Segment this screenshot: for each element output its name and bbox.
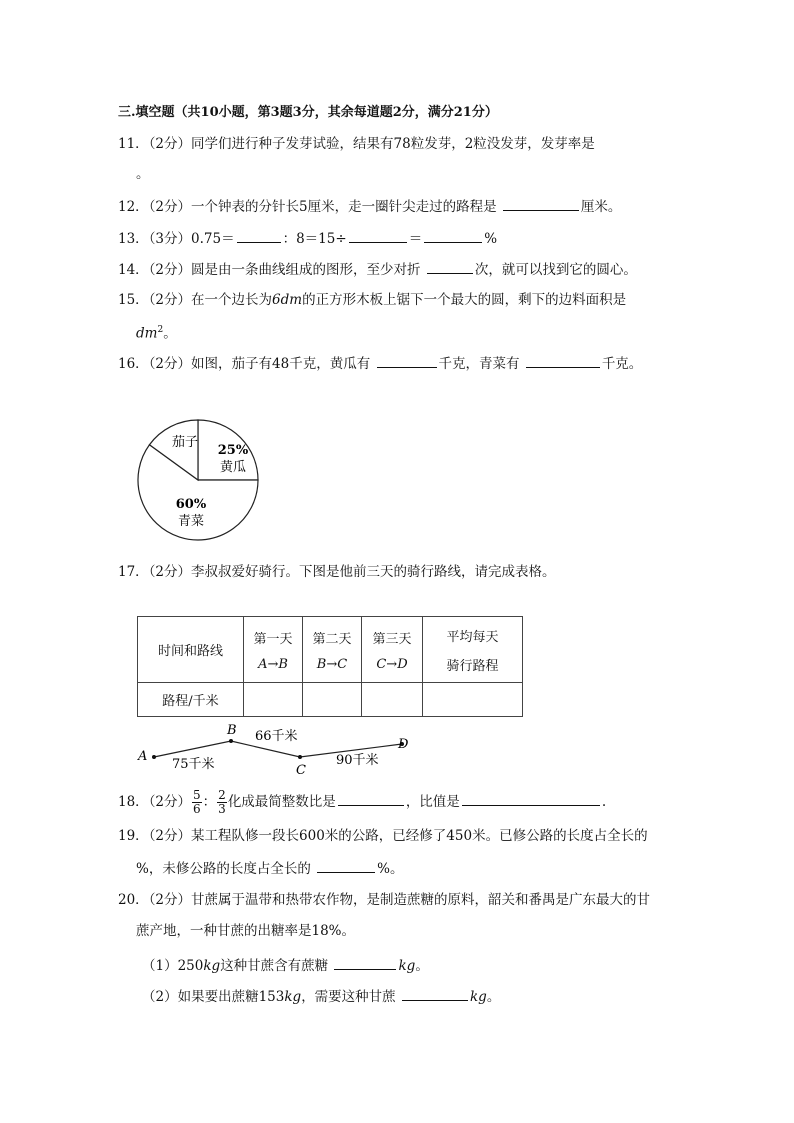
q13-number: 13． [118, 231, 149, 247]
pie-label-cucumber: 黄瓜 [219, 460, 247, 475]
q20-s2-text: ，需要这种甘蔗 [301, 989, 396, 1005]
table-cell-day3[interactable] [362, 683, 423, 717]
table-row-label: 路程/千米 [138, 683, 244, 717]
label-c: C [296, 763, 306, 778]
question-13 [118, 228, 497, 249]
q20-score: （2分） [148, 892, 192, 908]
section-title: 三.填空题（共10小题，第3题3分，其余每道题2分，满分21分） [118, 105, 498, 120]
q20-s1-blank[interactable] [334, 955, 396, 970]
q14-tail: 次，就可以找到它的圆心。 [474, 262, 637, 278]
table-header-average [423, 617, 523, 683]
q15-line2-tail: 。 [163, 325, 177, 342]
q20-sub-1 [142, 955, 429, 976]
q18-text: 化成最简整数比是 [227, 794, 336, 810]
q19-line2 [136, 858, 403, 879]
q14-answer-blank[interactable] [427, 259, 473, 274]
day1-label: 第一天 [253, 631, 293, 647]
route-diagram [132, 718, 422, 778]
table-header-day1 [244, 617, 303, 683]
distance-bc: 66千米 [255, 729, 298, 744]
q19-number: 19． [118, 828, 149, 844]
q20-s1-period: 。 [415, 958, 429, 974]
q15-text-b: 的正方形木板上锯下一个最大的圆，剩下的边料面积是 [302, 292, 627, 308]
question-14 [118, 259, 637, 280]
pie-chart [135, 418, 265, 542]
day1-route: A→B [258, 656, 288, 672]
fraction-2-denominator: 3 [218, 802, 226, 816]
q11-text: 同学们进行种子发芽试验，结果有78粒发芽，2粒没发芽，发芽率是 [191, 136, 595, 152]
point-b [229, 739, 233, 743]
q15-unit: 6dm [272, 292, 303, 308]
q13-blank-2[interactable] [349, 228, 407, 243]
q13-blank-1[interactable] [237, 228, 281, 243]
point-a [152, 755, 156, 759]
q19-text: 某工程队修一段长600米的公路，已经修了450米。已修公路的长度占全长的 [191, 828, 648, 844]
q12-answer-blank[interactable] [503, 196, 579, 211]
q15-line2 [136, 320, 177, 344]
q12-unit: 厘米。 [580, 199, 622, 215]
q20-s1-prefix: （1）250 [142, 958, 204, 974]
q20-line2: 蔗产地，一种甘蔗的出糖率是18%。 [136, 923, 356, 939]
q11-tail: 。 [136, 166, 150, 182]
q18-blank-2[interactable] [462, 791, 600, 806]
q15-number: 15． [118, 292, 149, 308]
q20-number: 20． [118, 892, 149, 908]
label-d: D [398, 737, 409, 752]
q20-s1-unit: kg [203, 958, 221, 974]
q20-s1-end-unit: kg [398, 958, 416, 974]
question-17 [118, 562, 556, 582]
q20-s1-text: 这种甘蔗含有蔗糖 [220, 958, 329, 974]
q17-score: （2分） [148, 564, 192, 580]
q20-sub-2 [142, 986, 500, 1007]
q15-text-a: 在一个边长为 [191, 292, 273, 308]
table-cell-day2[interactable] [303, 683, 362, 717]
distance-cd: 90千米 [336, 753, 379, 768]
q15-line2-unit: dm [136, 325, 158, 342]
q18-blank-1[interactable] [338, 791, 404, 806]
q11-score: （2分） [148, 136, 192, 152]
q16-number: 16． [118, 356, 149, 372]
q19-score: （2分） [148, 828, 192, 844]
q11-number: 11． [118, 136, 149, 152]
pie-percent-greens: 60% [175, 497, 207, 512]
q13-part-b: ：8＝15÷ [282, 231, 347, 247]
fraction-1-numerator: 5 [193, 788, 201, 802]
fraction-2-numerator: 2 [218, 788, 226, 802]
q19-line2-b: %。 [377, 861, 404, 877]
day2-route: B→C [316, 656, 348, 672]
question-12 [118, 196, 621, 217]
q20-s2-period: 。 [486, 989, 501, 1005]
label-b: B [227, 723, 237, 738]
q13-part-c: ＝ [408, 231, 423, 247]
q16-text: 如图，茄子有48千克，黄瓜有 [191, 356, 371, 372]
question-20 [118, 890, 650, 910]
q13-part-a: 0.75＝ [191, 231, 235, 247]
q16-mid: 千克，青菜有 [438, 356, 520, 372]
q15-line2-sup: 2 [157, 325, 164, 335]
q20-s2-end-unit: kg [469, 989, 487, 1005]
q13-part-d: % [484, 231, 498, 247]
q18-fraction-2 [217, 789, 227, 816]
pie-label-greens: 青菜 [177, 514, 205, 529]
q18-tail: . [601, 794, 607, 810]
q18-fraction-1 [192, 789, 202, 816]
q17-number: 17． [118, 564, 149, 580]
q18-mid: ，比值是 [405, 794, 460, 810]
q12-text: 一个钟表的分针长5厘米，走一圈针尖走过的路程是 [191, 199, 497, 215]
day3-route: C→D [376, 656, 408, 672]
label-a: A [138, 749, 148, 764]
q20-s2-prefix: （2）如果要出蔗糖153 [142, 989, 285, 1005]
q18-colon: ： [202, 794, 217, 810]
pie-label-eggplant: 茄子 [171, 435, 199, 450]
average-label-2: 骑行路程 [446, 658, 499, 674]
q20-text: 甘蔗属于温带和热带农作物，是制造蔗糖的原料，韶关和番禺是广东最大的甘 [191, 892, 651, 908]
q17-text: 李叔叔爱好骑行。下图是他前三天的骑行路线，请完成表格。 [191, 564, 556, 580]
q12-number: 12． [118, 199, 149, 215]
day2-label: 第二天 [312, 631, 352, 647]
question-11 [118, 134, 595, 154]
question-16 [118, 353, 642, 374]
q14-number: 14． [118, 262, 149, 278]
fraction-1-denominator: 6 [193, 802, 201, 816]
day3-label: 第三天 [372, 631, 412, 647]
q18-number: 18． [118, 794, 149, 810]
q20-s2-unit: kg [284, 989, 302, 1005]
q19-line2-a: %，未修公路的长度占全长的 [136, 861, 311, 877]
q15-score: （2分） [148, 292, 192, 308]
q16-blank-1[interactable] [377, 353, 437, 368]
q13-score: （3分） [148, 231, 192, 247]
table-header-day3 [362, 617, 423, 683]
q12-score: （2分） [148, 199, 192, 215]
q16-score: （2分） [148, 356, 192, 372]
table-header-time-route: 时间和路线 [138, 617, 244, 683]
question-15 [118, 290, 626, 310]
table-cell-day1[interactable] [244, 683, 303, 717]
q14-text: 圆是由一条曲线组成的图形，至少对折 [191, 262, 421, 278]
q16-tail: 千克。 [601, 356, 643, 372]
table-header-day2 [303, 617, 362, 683]
q20-s2-blank[interactable] [402, 986, 468, 1001]
question-19 [118, 826, 648, 846]
q16-blank-2[interactable] [526, 353, 600, 368]
question-18 [118, 789, 606, 816]
distance-ab: 75千米 [172, 757, 215, 772]
q19-blank[interactable] [317, 858, 375, 873]
q13-blank-3[interactable] [424, 228, 482, 243]
average-label-1: 平均每天 [446, 629, 499, 645]
q18-score: （2分） [148, 794, 192, 810]
route-table [137, 616, 523, 717]
pie-percent-cucumber: 25% [217, 443, 249, 458]
table-cell-average[interactable] [423, 683, 523, 717]
q14-score: （2分） [148, 262, 192, 278]
point-c [298, 755, 302, 759]
